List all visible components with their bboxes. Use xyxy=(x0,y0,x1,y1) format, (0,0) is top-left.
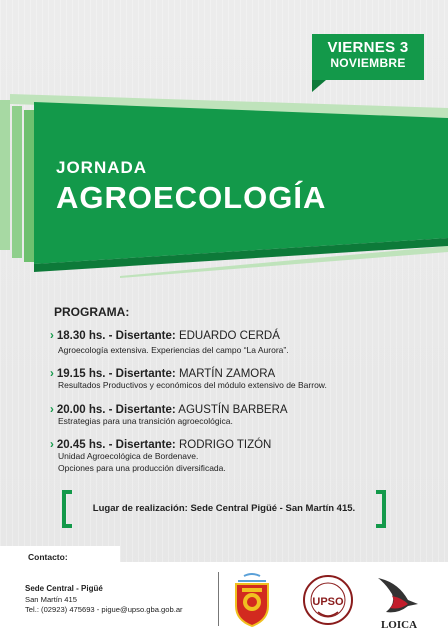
programa-list xyxy=(50,330,430,486)
chevron-right-icon: › xyxy=(50,330,54,342)
programa-item xyxy=(50,330,430,356)
banner-title: AGROECOLOGÍA xyxy=(56,180,327,215)
contacto-label: Contacto: xyxy=(0,546,120,568)
item-speaker: EDUARDO CERDÁ xyxy=(178,330,280,342)
item-time: 20.00 hs. - Disertante: xyxy=(56,403,176,416)
item-header xyxy=(50,368,430,380)
sede-address: San Martín 415 xyxy=(25,594,77,604)
venue-text: Lugar de realización: Sede Central Pigüé - San Martín 415. xyxy=(92,503,356,514)
sede-name: Sede Central - Pigüé xyxy=(25,584,103,593)
programa-item xyxy=(50,404,430,427)
item-description: Agroecología extensiva. Experiencias del campo “La Aurora”. xyxy=(58,345,289,355)
item-description: Resultados Productivos y económicos del módulo extensivo de Barrow. xyxy=(58,380,327,391)
banner-subtitle: JORNADA xyxy=(56,158,148,177)
right-bracket xyxy=(376,490,386,528)
item-header xyxy=(50,330,430,342)
item-description: Estrategias para una transición agroecológica. xyxy=(58,415,233,426)
chevron-right-icon: › xyxy=(50,368,54,381)
upso-seal-text: UPSO xyxy=(312,596,344,608)
coat-of-arms-logo xyxy=(232,572,272,628)
sede-phone: Tel.: (02923) 475693 - pigue@upso.gba.gob.ar xyxy=(25,605,183,615)
item-time: 19.15 hs. - Disertante: xyxy=(56,368,176,381)
chevron-right-icon: › xyxy=(50,439,54,452)
date-month: NOVIEMBRE xyxy=(330,55,406,70)
footer xyxy=(0,562,448,634)
footer-divider xyxy=(218,572,219,626)
item-speaker: MARTÍN ZAMORA xyxy=(178,368,276,381)
date-badge xyxy=(312,34,424,80)
item-description: Opciones para una producción diversificada. xyxy=(58,462,226,473)
chevron-right-icon: › xyxy=(50,403,54,416)
programa-heading: PROGRAMA: xyxy=(54,305,130,319)
item-header xyxy=(50,404,430,416)
item-header xyxy=(50,439,430,451)
upso-seal-logo xyxy=(302,572,354,628)
item-speaker: AGUSTÍN BARBERA xyxy=(178,403,288,416)
date-day: VIERNES 3 xyxy=(327,39,409,56)
contact-details xyxy=(25,584,183,615)
loica-logo-text: LOICA xyxy=(380,619,418,631)
venue-box xyxy=(62,490,386,528)
item-speaker: RODRIGO TIZÓN xyxy=(178,439,272,452)
loica-bird-logo xyxy=(368,570,430,632)
programa-item xyxy=(50,368,430,391)
programa-item xyxy=(50,439,430,474)
item-description: Unidad Agroecológica de Bordenave. xyxy=(58,451,199,462)
item-time: 18.30 hs. - Disertante: xyxy=(56,330,176,342)
banner-text xyxy=(56,158,326,216)
item-time: 20.45 hs. - Disertante: xyxy=(56,439,176,452)
